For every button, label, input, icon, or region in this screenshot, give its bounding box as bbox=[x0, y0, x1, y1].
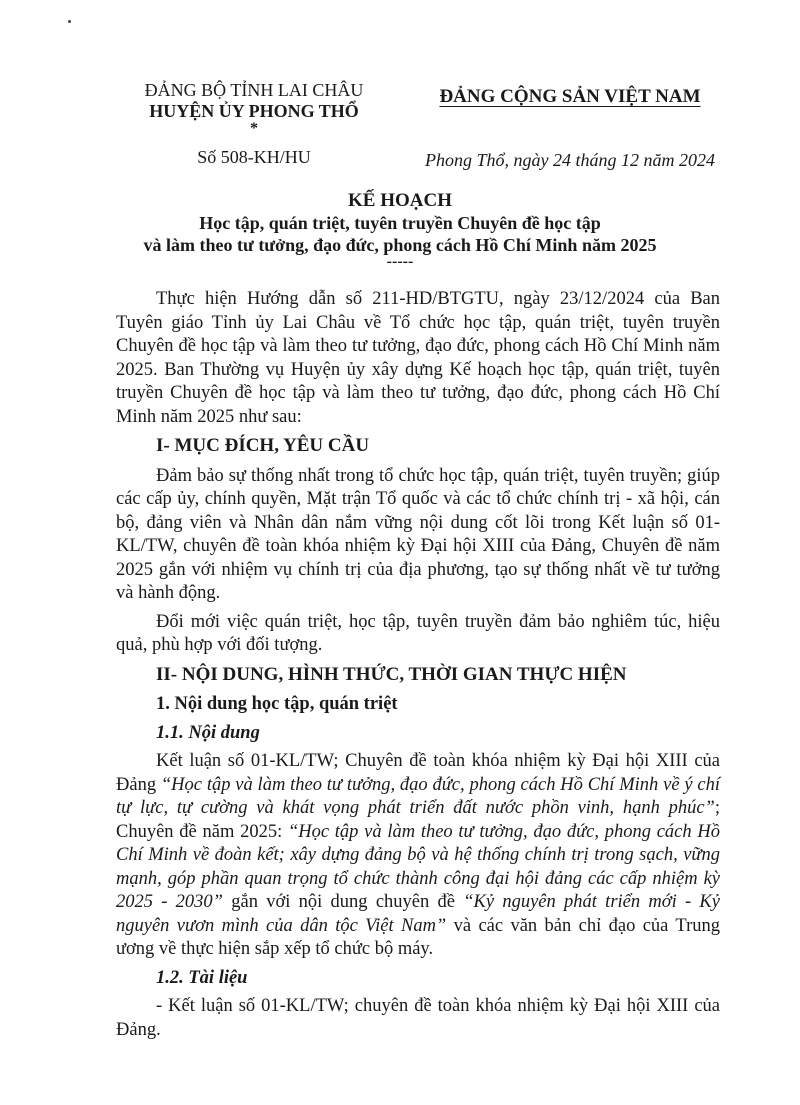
intro-paragraph: Thực hiện Hướng dẫn số 211-HD/BTGTU, ngày 23/12/2024 của Ban Tuyên giáo Tỉnh ủy Lai Châu về Tổ chức học tập, quán triệt, tuyên truyền Chuyên đề học tập và làm theo tư tưởng, đạo đức, phong cách Hồ Chí Minh năm 2025. Ban Thường vụ Huyện ủy xây dựng Kế hoạch học tập, quán triệt, tuyên truyền Chuyên đề học tập và làm theo tư tưởng, đạo đức, phong cách Hồ Chí Minh năm 2025 như sau: bbox=[116, 289, 720, 427]
content-paragraph bbox=[116, 750, 720, 962]
title-separator: ----- bbox=[386, 253, 414, 270]
provincial-party-committee: ĐẢNG BỘ TỈNH LAI CHÂU bbox=[144, 80, 364, 100]
content-text-3: gắn với nội dung chuyên đề bbox=[222, 892, 464, 912]
issuing-body-header bbox=[128, 80, 380, 168]
content-quote-2: “Học tập và làm theo tư tưởng, đạo đức, phong cách Hồ Chí Minh về đoàn kết; xây dựng đảng bộ và hệ thống chính trị trong sạch, vững mạnh, góp phần quan trọng tổ chức thành công đại hội đảng các cấp nhiệm kỳ 2025 - 2030” bbox=[116, 821, 720, 912]
place-and-date: Phong Thổ, ngày 24 tháng 12 năm 2024 bbox=[425, 150, 715, 170]
document-body bbox=[116, 288, 720, 1047]
section-2-heading: II- NỘI DUNG, HÌNH THỨC, THỜI GIAN THỰC HIỆN bbox=[156, 663, 627, 685]
document-title-block bbox=[100, 190, 700, 268]
subsection-1-1-heading: 1.1. Nội dung bbox=[156, 722, 260, 743]
content-quote-1: “Học tập và làm theo tư tưởng, đạo đức, phong cách Hồ Chí Minh về ý chí tự lực, tự cường và khát vọng phát triển đất nước phồn vinh, hạnh phúc” bbox=[116, 774, 720, 818]
document-type: KẾ HOẠCH bbox=[348, 190, 452, 211]
section-1-paragraph-2: Đổi mới việc quán triệt, học tập, tuyên truyền đảm bảo nghiêm túc, hiệu quả, phù hợp với đối tượng. bbox=[116, 611, 720, 655]
title-line-1: Học tập, quán triệt, tuyên truyền Chuyên đề học tập bbox=[199, 213, 601, 233]
national-header bbox=[420, 86, 720, 171]
content-text-4: và các văn bản chỉ đạo của Trung ương về thực hiện sắp xếp tổ chức bộ máy. bbox=[116, 915, 720, 959]
subsection-1-2-heading: 1.2. Tài liệu bbox=[156, 967, 248, 988]
subsection-1-heading: 1. Nội dung học tập, quán triệt bbox=[156, 694, 398, 714]
content-text-2: ; Chuyên đề năm 2025: bbox=[116, 798, 720, 842]
document-number: Số 508-KH/HU bbox=[197, 147, 311, 167]
content-text-1: Kết luận số 01-KL/TW; Chuyên đề toàn khóa nhiệm kỳ Đại hội XIII của Đảng bbox=[116, 751, 720, 795]
party-name: ĐẢNG CỘNG SẢN VIỆT NAM bbox=[439, 86, 701, 107]
header-star: * bbox=[250, 120, 258, 137]
title-line-2: và làm theo tư tưởng, đạo đức, phong cách Hồ Chí Minh năm 2025 bbox=[143, 235, 657, 255]
content-quote-3: “Kỷ nguyên phát triển mới - Kỷ nguyên vươn mình của dân tộc Việt Nam” bbox=[116, 892, 720, 936]
district-party-committee: HUYỆN ỦY PHONG THỔ bbox=[149, 101, 359, 121]
material-item-1: - Kết luận số 01-KL/TW; chuyên đề toàn khóa nhiệm kỳ Đại hội XIII của Đảng. bbox=[116, 996, 720, 1040]
section-1-heading: I- MỤC ĐÍCH, YÊU CẦU bbox=[156, 435, 370, 456]
section-1-paragraph-1: Đảm bảo sự thống nhất trong tổ chức học tập, quán triệt, tuyên truyền; giúp các cấp ủy, chính quyền, Mặt trận Tổ quốc và các tổ chức chính trị - xã hội, cán bộ, đảng viên và Nhân dân nắm vững nội dung cốt lõi trong Kết luận số 01-KL/TW, chuyên đề toàn khóa nhiệm kỳ Đại hội XIII của Đảng, Chuyên đề năm 2025 gắn với nhiệm vụ chính trị của địa phương, tạo sự thống nhất về tư tưởng và hành động. bbox=[116, 465, 720, 603]
scan-speck bbox=[68, 20, 71, 23]
